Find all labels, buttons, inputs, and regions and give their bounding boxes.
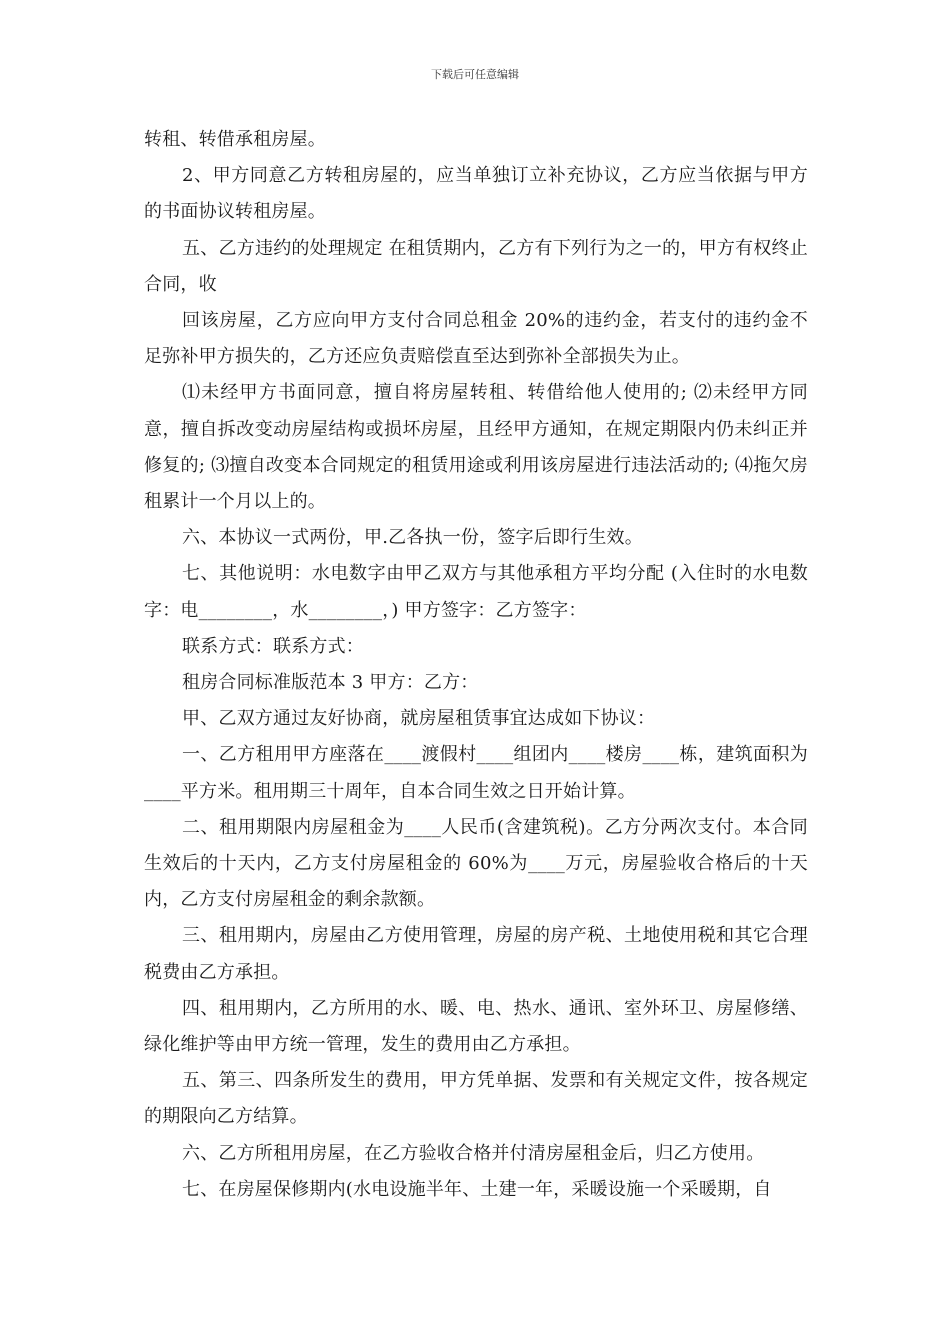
paragraph-6: 六、本协议一式两份，甲.乙各执一份，签字后即行生效。	[182, 527, 643, 549]
paragraph-8: 联系方式：联系方式：	[182, 635, 364, 657]
paragraph-7: 七、其他说明：水电数字由甲乙双方与其他承租方平均分配 (入住时的水电数字：电________，水________，) 甲方签字：乙方签字：	[144, 563, 808, 621]
paragraph-9: 租房合同标准版范本 3 甲方：乙方：	[182, 672, 479, 694]
paragraph-1: 转租、转借承租房屋。	[144, 129, 326, 150]
paragraph-11: 一、乙方租用甲方座落在____渡假村____组团内____楼房____栋，建筑面积为____平方米。租用期三十周年，自本合同生效之日开始计算。	[144, 744, 808, 802]
paragraph-16: 六、乙方所租用房屋，在乙方验收合格并付清房屋租金后，归乙方使用。	[182, 1142, 765, 1164]
paragraph-17: 七、在房屋保修期内(水电设施半年、土建一年，采暖设施一个采暖期，自	[182, 1178, 772, 1200]
document-body	[144, 122, 808, 1208]
paragraph-13: 三、租用期内，房屋由乙方使用管理，房屋的房产税、土地使用税和其它合理税费由乙方承担。	[144, 925, 808, 983]
paragraph-15: 五、第三、四条所发生的费用，甲方凭单据、发票和有关规定文件，按各规定的期限向乙方结算。	[144, 1070, 808, 1128]
paragraph-5: ⑴未经甲方书面同意，擅自将房屋转租、转借给他人使用的; ⑵未经甲方同意，擅自拆改变动房屋结构或损坏房屋，且经甲方通知，在规定期限内仍未纠正并修复的; ⑶擅自改变本合同规定的租赁用途或利用该房屋进行违法活动的; ⑷拖欠房租累计一个月以上的。	[144, 382, 808, 513]
paragraph-12: 二、租用期限内房屋租金为____人民币(含建筑税)。乙方分两次支付。本合同生效后的十天内，乙方支付房屋租金的 60%为____万元，房屋验收合格后的十天内，乙方支付房屋租金的剩余款额。	[144, 816, 808, 911]
paragraph-2: 2、甲方同意乙方转租房屋的，应当单独订立补充协议，乙方应当依据与甲方的书面协议转租房屋。	[144, 165, 808, 223]
paragraph-3: 五、乙方违约的处理规定 在租赁期内，乙方有下列行为之一的，甲方有权终止合同，收	[144, 237, 808, 295]
paragraph-10: 甲、乙双方通过友好协商，就房屋租赁事宜达成如下协议：	[182, 708, 656, 730]
paragraph-4: 回该房屋，乙方应向甲方支付合同总租金 20%的违约金，若支付的违约金不足弥补甲方损失的，乙方还应负责赔偿直至达到弥补全部损失为止。	[144, 310, 808, 368]
page-header: 下载后可任意编辑	[431, 68, 519, 81]
paragraph-14: 四、租用期内，乙方所用的水、暖、电、热水、通讯、室外环卫、房屋修缮、绿化维护等由甲方统一管理，发生的费用由乙方承担。	[144, 997, 808, 1056]
